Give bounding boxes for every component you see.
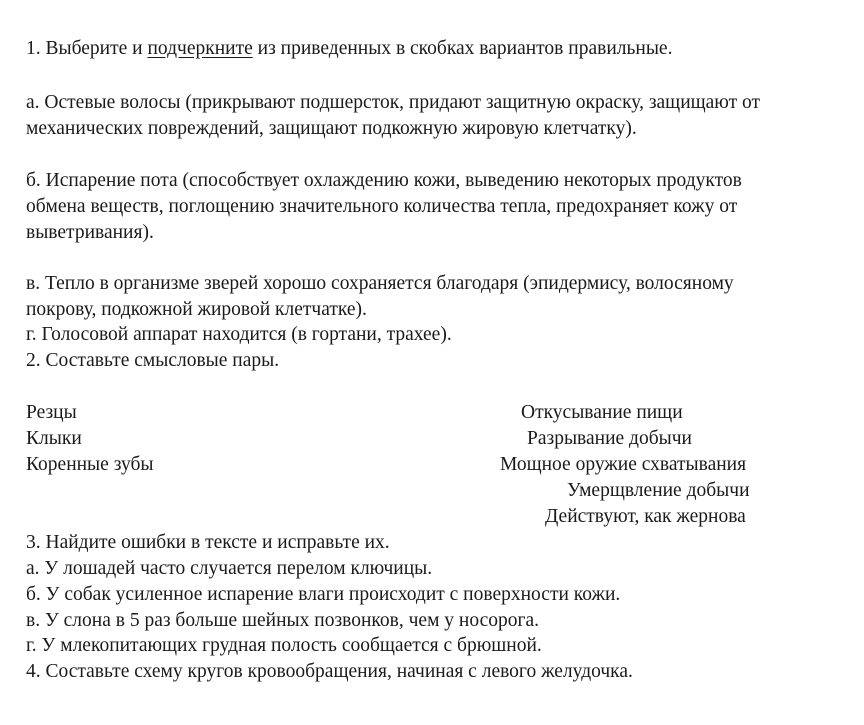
task1-heading-end: из приведенных в скобках вариантов правильные.	[252, 38, 673, 59]
task1-a-line2: механических повреждений, защищают подкожную жировую клетчатку).	[26, 118, 637, 139]
pair-right-item: Разрывание добычи	[527, 428, 692, 449]
pair-left-item: Коренные зубы	[26, 454, 154, 475]
pair-right-item: Действуют, как жернова	[545, 506, 746, 527]
task1-v-line2: покрову, подкожной жировой клетчатке).	[26, 299, 367, 320]
task1-b-line3: выветривания).	[26, 222, 154, 243]
task3-item: в. У слона в 5 раз больше шейных позвонков, чем у носорога.	[26, 610, 540, 631]
task1-b-line1: б. Испарение пота (способствует охлаждению кожи, выведению некоторых продуктов	[26, 170, 742, 191]
task3-heading: 3. Найдите ошибки в тексте и исправьте их.	[26, 532, 390, 553]
task1-b-line2: обмена веществ, поглощению значительного количества тепла, предохраняет кожу от	[26, 196, 738, 217]
pair-right-item: Умерщвление добычи	[567, 480, 750, 501]
task1-heading	[26, 36, 672, 62]
pair-left-item: Клыки	[26, 428, 82, 449]
task3-item: г. У млекопитающих грудная полость сообщается с брюшной.	[26, 635, 542, 656]
pair-left-item: Резцы	[26, 402, 77, 423]
task1-g: г. Голосовой аппарат находится (в гортани, трахее).	[26, 324, 452, 345]
pair-right-item: Откусывание пищи	[521, 402, 683, 423]
task2-heading: 2. Составьте смысловые пары.	[26, 350, 280, 371]
task1-heading-underlined: подчеркните	[147, 38, 253, 59]
task1-a-line1: а. Остевые волосы (прикрывают подшерсток, придают защитную окраску, защищают от	[26, 92, 761, 113]
task1-heading-start: 1. Выберите и	[26, 38, 148, 59]
task1-v-line1: в. Тепло в организме зверей хорошо сохраняется благодаря (эпидермису, волосяному	[26, 273, 734, 294]
task3-item: б. У собак усиленное испарение влаги происходит с поверхности кожи.	[26, 584, 621, 605]
pair-right-item: Мощное оружие схватывания	[500, 454, 747, 475]
task3-item: а. У лошадей часто случается перелом ключицы.	[26, 558, 433, 579]
task4-heading: 4. Составьте схему кругов кровообращения, начиная с левого желудочка.	[26, 661, 633, 682]
